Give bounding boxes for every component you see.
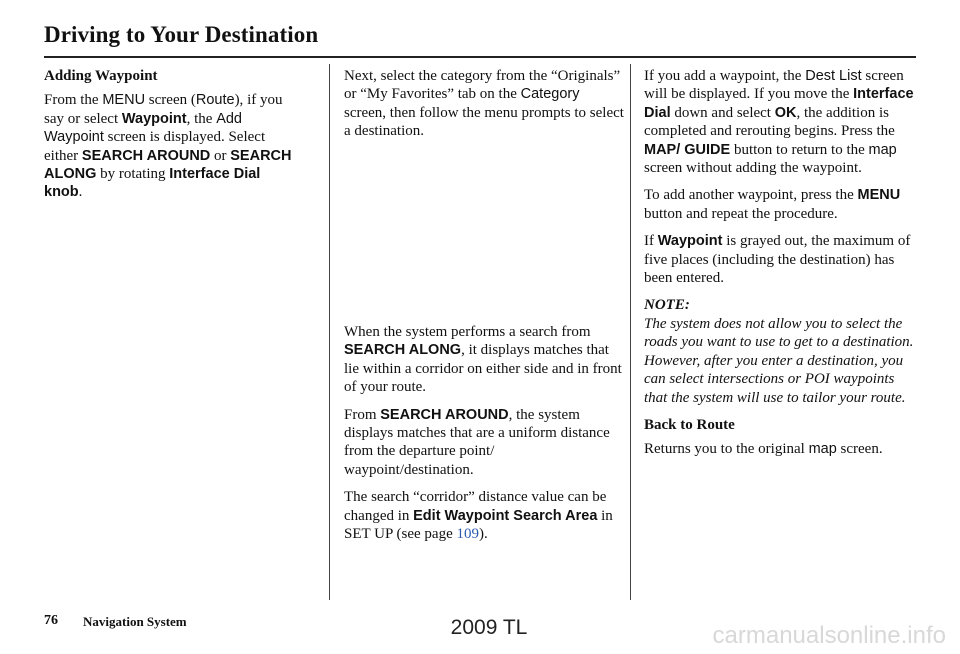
text: screen without adding the waypoint. — [644, 160, 862, 177]
text: , it displays matches that lie within a corridor on either side and in front of your route. — [344, 342, 622, 396]
ui-term: OK — [774, 104, 797, 121]
ui-term: Add Waypoint — [44, 110, 242, 146]
paragraph — [644, 440, 920, 458]
text: ). — [478, 526, 488, 543]
paragraph — [344, 323, 624, 397]
text: screen will be displayed. If you move the — [644, 68, 904, 103]
ui-term: map — [868, 141, 897, 158]
paragraph — [344, 488, 624, 543]
ui-term: MAP/ GUIDE — [644, 141, 731, 158]
ui-term: Category — [520, 86, 580, 103]
text: ), — [234, 92, 244, 109]
text: When the system performs a search from — [344, 324, 591, 340]
section-heading-back-to-route: Back to Route — [644, 416, 735, 433]
watermark — [0, 616, 960, 649]
column-left — [44, 67, 294, 211]
text: button and repeat the procedure. — [644, 205, 838, 222]
text: screen. — [836, 441, 883, 458]
paragraph — [44, 91, 294, 201]
column-divider-1 — [329, 64, 330, 600]
note-text: The system does not allow you to select the roads you want to use to get to a destination. However, after you enter a destination, you can select intersections or POI waypoints that the system will use to tailor your route. — [644, 315, 914, 406]
column-middle-top — [344, 67, 624, 150]
text: , the system displays matches that are a uniform distance from the departure point/ waypoint/destination. — [344, 406, 610, 478]
text: , the — [186, 110, 217, 127]
ui-term: SEARCH AROUND — [81, 147, 211, 164]
paragraph — [344, 406, 624, 480]
paragraph — [344, 67, 624, 141]
text: or — [210, 147, 231, 164]
watermark-site: carmanualsonline.info — [712, 622, 946, 649]
page-number: 76 — [44, 613, 58, 628]
column-right — [644, 67, 920, 468]
watermark-model: 2009 TL — [450, 616, 528, 639]
ui-term: SEARCH AROUND — [380, 406, 509, 423]
ui-term: map — [808, 441, 837, 458]
ui-term: Interface Dial knob — [44, 166, 261, 201]
text: is grayed out, the maximum of five places (including the destination) has been entered. — [644, 233, 911, 287]
page-title: Driving to Your Destination — [44, 22, 319, 47]
text: From — [344, 406, 381, 423]
text: if you say or select — [44, 92, 283, 127]
section-heading-adding-waypoint: Adding Waypoint — [44, 68, 158, 84]
ui-term: Dest List — [805, 68, 862, 84]
column-middle-bottom — [344, 323, 624, 552]
text: If you add a waypoint, the — [644, 68, 806, 84]
text: Returns you to the original — [644, 441, 809, 458]
text: in SET UP (see page — [344, 507, 613, 543]
paragraph — [644, 232, 920, 287]
ui-term: Route — [195, 92, 235, 109]
ui-term: MENU — [857, 187, 901, 204]
ui-term: Edit Waypoint Search Area — [413, 507, 598, 524]
ui-term: SEARCH ALONG — [44, 147, 292, 183]
footer-label: Navigation System — [83, 614, 187, 629]
text: screen, then follow the menu prompts to select a destination. — [344, 104, 624, 140]
ui-term: Waypoint — [121, 110, 187, 127]
text: down and select — [670, 104, 775, 121]
text: . — [78, 184, 83, 201]
text: Next, select the category from the “Originals” or “My Favorites” tab on the — [344, 68, 621, 103]
text: From the — [44, 92, 103, 109]
ui-term: MENU — [102, 92, 146, 109]
page-reference-link[interactable]: 109 — [456, 526, 479, 543]
text: button to return to the — [730, 141, 869, 158]
ui-term: SEARCH ALONG — [344, 342, 462, 359]
text: To add another waypoint, press the — [644, 187, 858, 204]
column-divider-2 — [630, 64, 631, 600]
text: The search “corridor” distance value can be changed in — [344, 489, 607, 524]
paragraph — [644, 186, 920, 223]
note-heading: NOTE: — [644, 297, 690, 314]
text: , the addition is completed and rerouting begins. Press the — [644, 104, 895, 140]
text: by rotating — [96, 166, 170, 183]
ui-term: Interface Dial — [644, 86, 914, 121]
text: screen ( — [145, 92, 196, 109]
text: If — [644, 233, 658, 250]
text: screen is displayed. Select either — [44, 129, 266, 164]
paragraph — [644, 67, 920, 177]
ui-term: Waypoint — [657, 233, 723, 250]
title-rule — [44, 56, 916, 58]
